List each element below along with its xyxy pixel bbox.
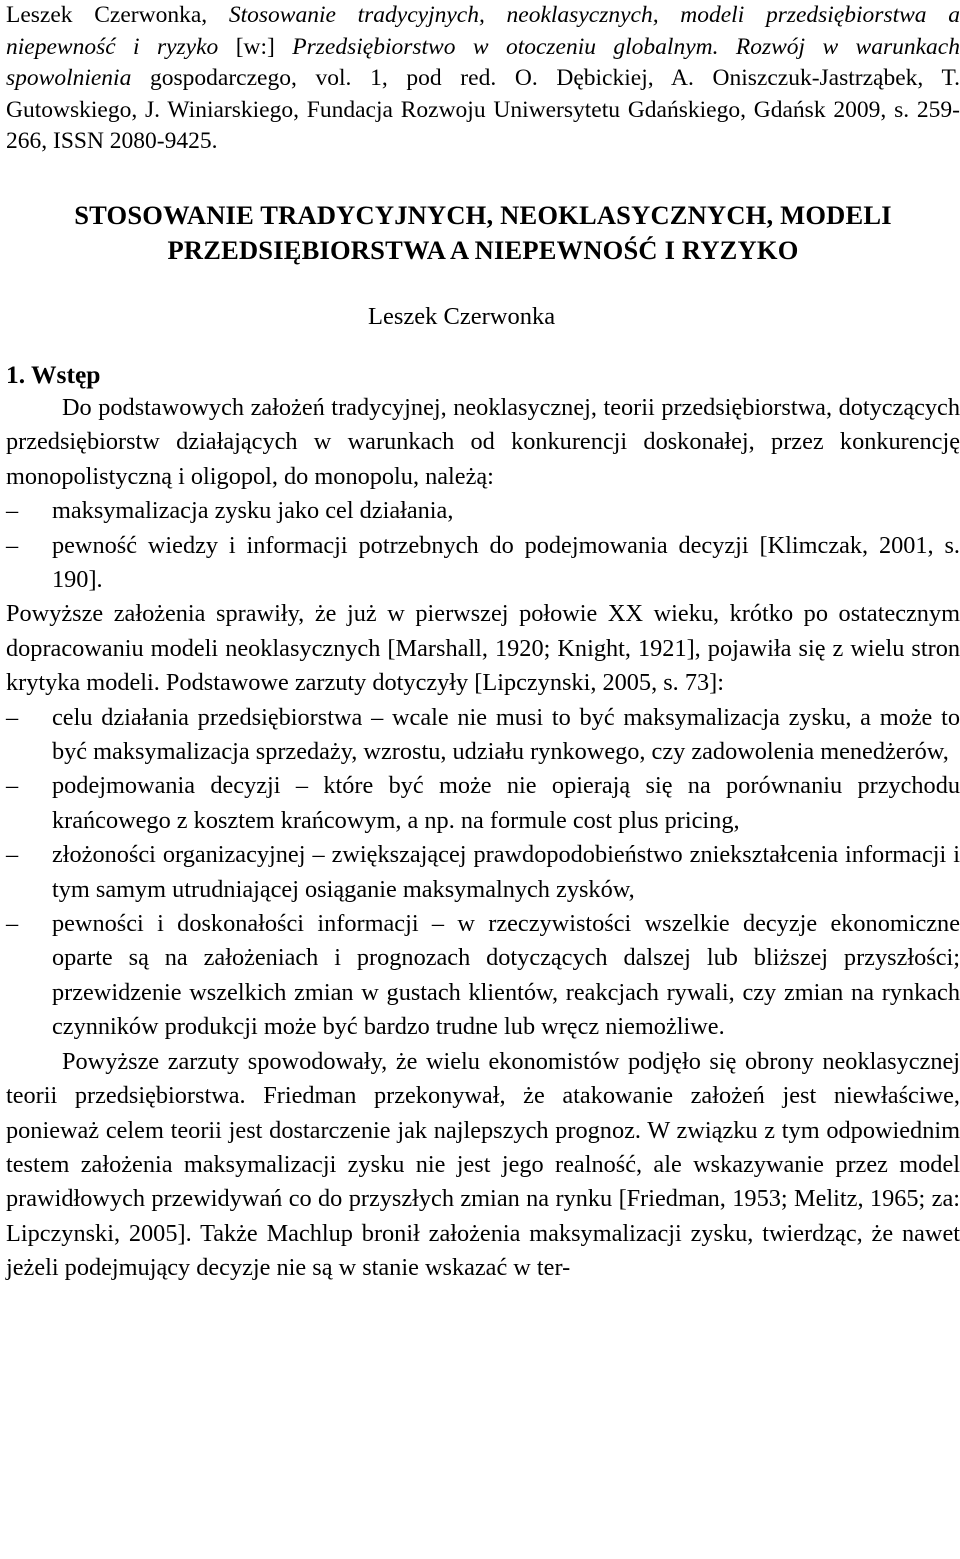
list-item-text: pewność wiedzy i informacji potrzebnych do podejmowania decyzji [Klimczak, 2001, s. 190]. — [52, 531, 960, 593]
criticism-list — [6, 701, 960, 1045]
assumptions-list — [6, 494, 960, 597]
citation-details: gospodarczego, vol. 1, pod red. O. Dębickiej, A. Oniszczuk-Jastrząbek, T. Gutowskiego, J. Winiarskiego, Fundacja Rozwoju Uniwersytetu Gdańskiego, Gdańsk 2009, s. 259-266, ISSN 2080-9425. — [6, 65, 960, 155]
dash-bullet: – — [6, 772, 19, 800]
list-item — [6, 838, 960, 907]
dash-bullet: – — [6, 703, 19, 731]
section-heading: 1. Wstęp — [6, 359, 101, 389]
dash-bullet: – — [6, 531, 19, 559]
intro-paragraph: Do podstawowych założeń tradycyjnej, neoklasycznej, teorii przedsiębiorstwa, dotyczących przedsiębiorstw działających w warunkach od konkurencji doskonałej, przez konkurencję monopolistyczną i oligopol, do monopolu, należą: — [6, 393, 960, 490]
criticism-paragraph: Powyższe założenia sprawiły, że już w pierwszej połowie XX wieku, krótko po ostatecznym dopracowaniu modeli neoklasycznych [Marshall, 1920; Knight, 1921], pojawiła się z wielu stron krytyka modeli. Podstawowe zarzuty dotyczyły [Lipczynski, 2005, s. 73]: — [6, 600, 960, 697]
list-item — [6, 701, 960, 770]
list-item — [6, 907, 960, 1045]
list-item-text: maksymalizacja zysku jako cel działania, — [52, 497, 454, 525]
list-item-text: podejmowania decyzji – które być może nie opierają się na porównaniu przychodu krańcowego z kosztem krańcowym, a np. na formule cost plus pricing, — [52, 772, 960, 834]
list-item-text: złożoności organizacyjnej – zwiększającej prawdopodobieństwo zniekształcenia informacji i tym samym utrudniającej osiąganie maksymalnych zysków, — [52, 841, 960, 903]
citation-in-label: [w:] — [218, 33, 293, 60]
citation-paper-title: Stosowanie tradycyjnych, neoklasycznych, modeli przedsiębiorstwa a niepewność i ryzyko — [6, 2, 960, 60]
citation-book-title: Przedsiębiorstwo w otoczeniu globalnym. Rozwój w warunkach spowolnienia — [6, 33, 960, 92]
paper-author: Leszek Czerwonka — [368, 302, 556, 330]
citation — [6, 0, 960, 158]
list-item — [6, 529, 960, 598]
paper-title: STOSOWANIE TRADYCYJNYCH, NEOKLASYCZNYCH, MODELI PRZEDSIĘBIORSTWA A NIEPEWNOŚĆ I RYZYKO — [74, 199, 892, 265]
citation-author: Leszek Czerwonka, — [6, 2, 229, 28]
defense-paragraph: Powyższe zarzuty spowodowały, że wielu ekonomistów podjęło się obrony neoklasycznej teorii przedsiębiorstwa. Friedman przekonywał, że atakowanie założeń jest niewłaściwe, ponieważ celem teorii jest dostarczenie jak najlepszych prognoz. W związku z tym odpowiednim testem założenia maksymalizacji zysku nie jest jego realność, ale wskazywanie przez model prawidłowych przewidywań co do przyszłych zmian na rynku [Friedman, 1953; Melitz, 1965; za: Lipczynski, 2005]. Także Machlup bronił założenia maksymalizacji zysku, twierdząc, że nawet jeżeli podejmujący decyzje nie są w stanie wskazać w ter- — [6, 1047, 960, 1282]
dash-bullet: – — [6, 841, 19, 869]
list-item — [6, 494, 960, 528]
list-item — [6, 769, 960, 838]
dash-bullet: – — [6, 497, 19, 525]
list-item-text: celu działania przedsiębiorstwa – wcale nie musi to być maksymalizacja zysku, a może to być maksymalizacja sprzedaży, wzrostu, udziału rynkowego, czy zadowolenia menedżerów, — [52, 703, 960, 766]
dash-bullet: – — [6, 910, 19, 938]
list-item-text: pewności i doskonałości informacji – w rzeczywistości wszelkie decyzje ekonomiczne oparte są na założeniach i prognozach dotyczących dalszej lub bliższej przyszłości; przewidzenie wszelkich zmian w gustach klientów, reakcjach rywali, czy zmian na rynkach czynników produkcji może być bardzo trudne lub wręcz niemożliwe. — [52, 910, 960, 1041]
document-page — [6, 0, 960, 1286]
